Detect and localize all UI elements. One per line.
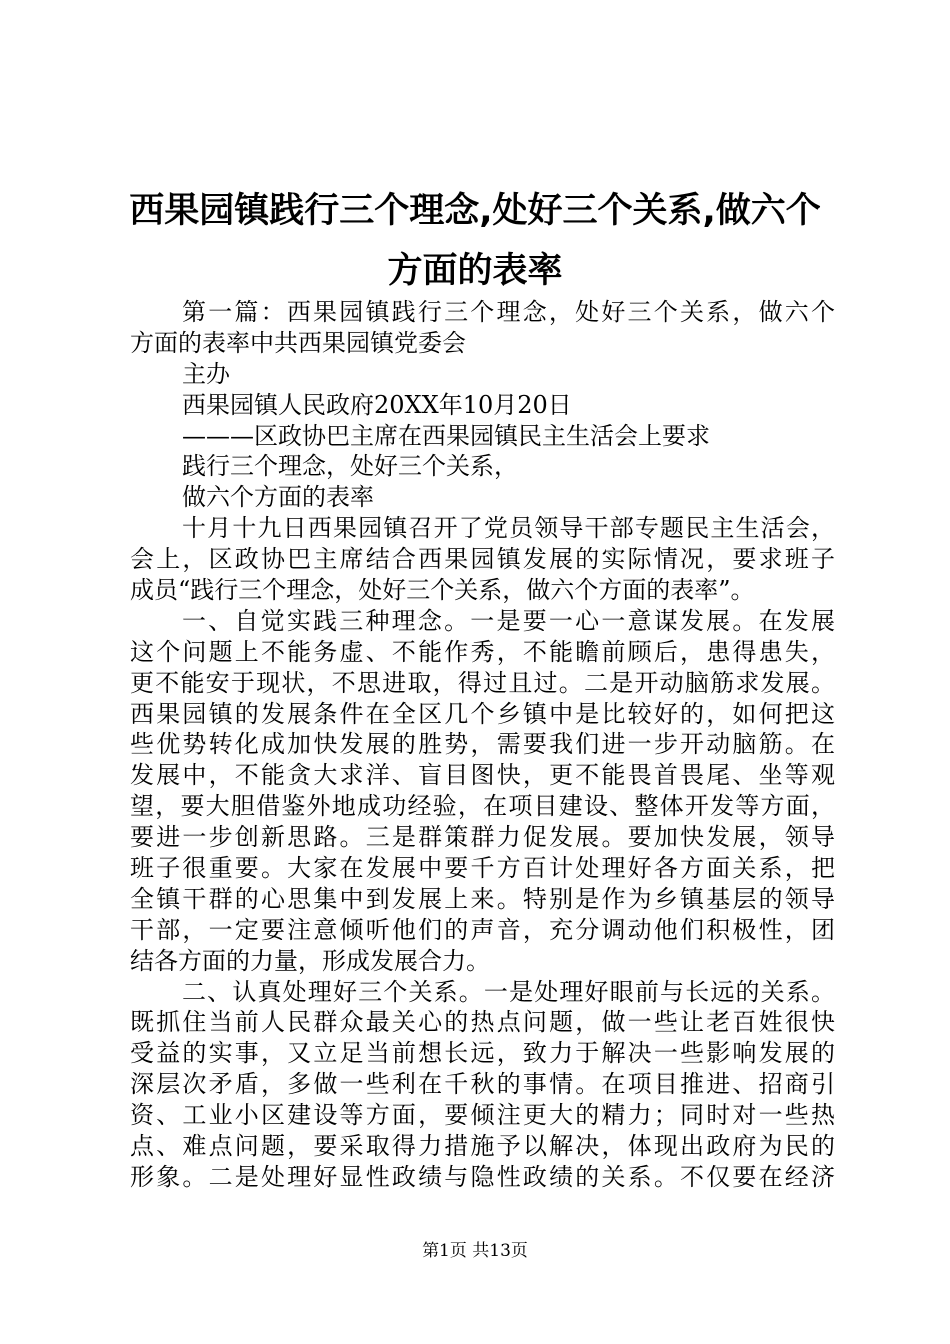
document-body bbox=[130, 297, 835, 1193]
body-line: 这个问题上不能务虚、不能作秀，不能瞻前顾后，患得患失， bbox=[130, 637, 835, 666]
body-line: 受益的实事，又立足当前想长远，致力于解决一些影响发展的 bbox=[130, 1039, 835, 1068]
body-line: 望，要大胆借鉴外地成功经验，在项目建设、整体开发等方面， bbox=[130, 792, 835, 821]
body-line: 方面的表率中共西果园镇党委会 bbox=[130, 328, 466, 357]
body-line: 西果园镇人民政府20XX年10月20日 bbox=[182, 390, 572, 419]
body-line: 资、工业小区建设等方面，要倾注更大的精力；同时对一些热 bbox=[130, 1101, 835, 1130]
body-line: 要进一步创新思路。三是群策群力促发展。要加快发展，领导 bbox=[130, 823, 835, 852]
body-line: 二、认真处理好三个关系。一是处理好眼前与长远的关系。 bbox=[182, 977, 835, 1006]
body-line: 全镇干群的心思集中到发展上来。特别是作为乡镇基层的领导 bbox=[130, 884, 835, 913]
body-line: 十月十九日西果园镇召开了党员领导干部专题民主生活会， bbox=[182, 514, 835, 543]
body-line: 点、难点问题，要采取得力措施予以解决，体现出政府为民的 bbox=[130, 1132, 835, 1161]
body-line: 会上，区政协巴主席结合西果园镇发展的实际情况，要求班子 bbox=[130, 545, 835, 574]
body-line: 更不能安于现状，不思进取，得过且过。二是开动脑筋求发展。 bbox=[130, 668, 835, 697]
body-line: 形象。二是处理好显性政绩与隐性政绩的关系。不仅要在经济 bbox=[130, 1162, 835, 1191]
body-line: ———区政协巴主席在西果园镇民主生活会上要求 bbox=[182, 421, 710, 450]
body-line: 些优势转化成加快发展的胜势，需要我们进一步开动脑筋。在 bbox=[130, 730, 835, 759]
body-line: 西果园镇的发展条件在全区几个乡镇中是比较好的，如何把这 bbox=[130, 699, 835, 728]
body-line: 主办 bbox=[182, 359, 230, 388]
body-line: 发展中，不能贪大求洋、盲目图快，更不能畏首畏尾、坐等观 bbox=[130, 761, 835, 790]
body-line: 践行三个理念，处好三个关系， bbox=[182, 452, 518, 481]
body-line: 做六个方面的表率 bbox=[182, 483, 374, 512]
body-line: 干部，一定要注意倾听他们的声音，充分调动他们积极性，团 bbox=[130, 915, 835, 944]
body-line: 成员“践行三个理念，处好三个关系，做六个方面的表率”。 bbox=[130, 576, 755, 605]
body-line: 深层次矛盾，多做一些利在千秋的事情。在项目推进、招商引 bbox=[130, 1070, 835, 1099]
body-line: 一、自觉实践三种理念。一是要一心一意谋发展。在发展 bbox=[182, 606, 835, 635]
document-title-line-2: 方面的表率 bbox=[387, 251, 563, 291]
body-line: 结各方面的力量，形成发展合力。 bbox=[130, 946, 490, 975]
document-title-line-1: 西果园镇践行三个理念,处好三个关系,做六个 bbox=[129, 191, 821, 231]
body-line: 班子很重要。大家在发展中要千方百计处理好各方面关系，把 bbox=[130, 854, 835, 883]
body-line: 第一篇：西果园镇践行三个理念，处好三个关系，做六个 bbox=[182, 298, 835, 326]
body-line: 既抓住当前人民群众最关心的热点问题，做一些让老百姓很快 bbox=[130, 1008, 835, 1037]
page-number-footer: 第1页 共13页 bbox=[422, 1241, 528, 1261]
